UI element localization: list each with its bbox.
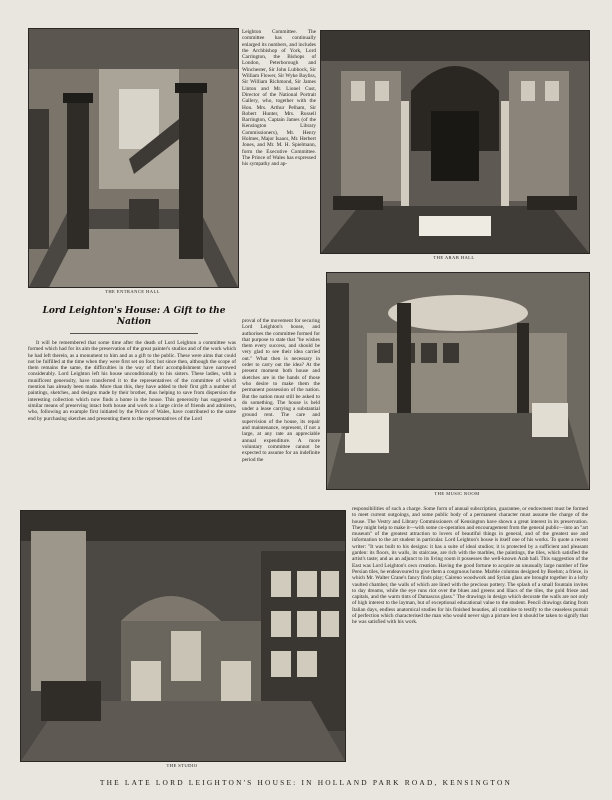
narrow-column-text: Leighton Committee. The committee has continually enlarged its numbers, and includes the Archbishop of York, Lord Carrington, the Bishops of London, Peterborough and Winchester, Sir John Lubbock, Sir William Flower, Sir Wyke Bayliss, Sir William Richmond, Sir James Linton and Mr. Lionel Cust, Director of the National Portrait Gallery, who, together with the Hon. Mrs. Arthur Pelham, Sir Robert Hunter, Mrs. Russell Barrington, Captain James (of the Kensington Library Commissioners), Mr. Henry Holmes, Major Isaacs, Mr. Herbert Jones, and Mr. M. H. Spielmann, form the Executive Committee. The Prince of Wales has expressed his sympathy and ap- — [242, 29, 316, 168]
middle-column — [242, 318, 320, 504]
right-column-text: responsibilities of such a charge. Some form of annual subscription, guarantee, or endowment must be formed to meet current outgoings, and some public body of a permanent character must assume the charge of the house. The Vestry and Library Commissioners of Kensington have shown a great interest in its preservation. They might help to make it—with some co-operation and encouragement from the general public—into an "art museum" of the greatest attraction to lovers of beautiful things in general, and of the greatest use and information to the art student in particular. Lord Leighton's house is itself one of his works. To quote a recent writer: "It was built to his designs: it has a suite of ideal studios; it is protected by a sufficient and pleasant garden: its floors, its walls, its staircase, are rich with the marbles, the paintings, the tiles, which satisfied the artist's taste; and as an adjunct to its living room it possesses the well-known Arab hall. This suggestion of the East was Lord Leighton's own creation. Having the good fortune to acquire an unusually large number of fine Persian tiles, he endeavoured to give them a congruous home. Marble columns designed by Boehm; a frieze, in which Mr. Walter Crane's fancy finds play; Caireno woodwork and Syrian glass are brought together in a lofty vaulted chamber, the walls of which are lined with the precious pottery. The splash of a small fountain invites to day dreams, while the eye runs riot over the blues and greens and lilacs of the tiles, the gold frieze and capitals, and the warm tints of Damascus glass." The drawings in design which decorate the walls are not only of high interest to the layman, but of exceptional educational value to the student. Pencil drawings dating from Italian days, endless anatomical studies for his finished beauties, all combine to testify to the ceaseless pursuit of perfection which characterised the man who would never sign a picture lest it should be taken to signify that he was satisfied with his work. — [352, 506, 588, 626]
middle-column-text: proval of the movement for securing Lord Leighton's house, and authorises the committee formed for that purpose to state that "he wishes them every success, and should be very glad to see their idea carried out." What then is necessary in order to carry out the idea? At the present moment both house and sketches are in the hands of those who desire to make them the permanent possession of the nation. But the nation must still be asked to do something. The house is held under a lease carrying a substantial ground rent. The care and supervision of the house, its repair and maintenance, represent, if not a large, at any rate an appreciable annual expenditure. A more voluntary committee cannot be expected to assume for an indefinite period the — [242, 318, 320, 463]
article-heading: Lord Leighton's House: A Gift to the Nation — [42, 306, 226, 327]
arab-hall-illustration — [321, 31, 589, 253]
arab-hall-photo — [320, 30, 590, 254]
studio-photo — [20, 510, 346, 762]
heading-rule — [70, 333, 198, 334]
studio-caption: THE STUDIO — [166, 763, 198, 768]
entrance-hall-photo — [28, 28, 239, 288]
right-column — [352, 506, 588, 772]
entrance-hall-illustration — [29, 29, 238, 287]
entrance-hall-caption: THE ENTRANCE HALL — [105, 289, 160, 294]
left-column-text: It will be remembered that some time after the death of Lord Leighton a committee was formed which had for its aim the preservation of the great painter's studios and of the work which he had left therein, as a monument to him and as a gift to the public. These were aims that could not be fulfilled at the time when they were first set on foot; but since then, although the scope of them remains the same, the difficulties in the way of their accomplishment have narrowed considerably. Lord Leighton left his house unconditionally to his sisters. These ladies, with a munificent generosity, have transferred it to the representatives of the committee of which mention has already been made. More than this, they have added to their first gift a number of paintings, sketches, and designs made by their brother, thus helping to save from dispersion the interesting collection which now finds a home in the house. This generosity has suggested a similar means of preserving intact both house and work to a large circle of friends and admirers, who, following an example first initiated by the Prince of Wales, have contributed to the same end by purchasing sketches and presenting them to the representatives of the Lord — [28, 340, 236, 422]
music-room-illustration — [327, 273, 589, 489]
arab-hall-caption: THE ARAB HALL — [433, 255, 475, 260]
studio-illustration — [21, 511, 345, 761]
music-room-photo — [326, 272, 590, 490]
left-column — [28, 340, 236, 500]
page-footer-title: THE LATE LORD LEIGHTON'S HOUSE: IN HOLLAND PARK ROAD, KENSINGTON — [99, 778, 513, 787]
narrow-column-top — [242, 29, 316, 319]
music-room-caption: THE MUSIC ROOM — [434, 491, 480, 496]
